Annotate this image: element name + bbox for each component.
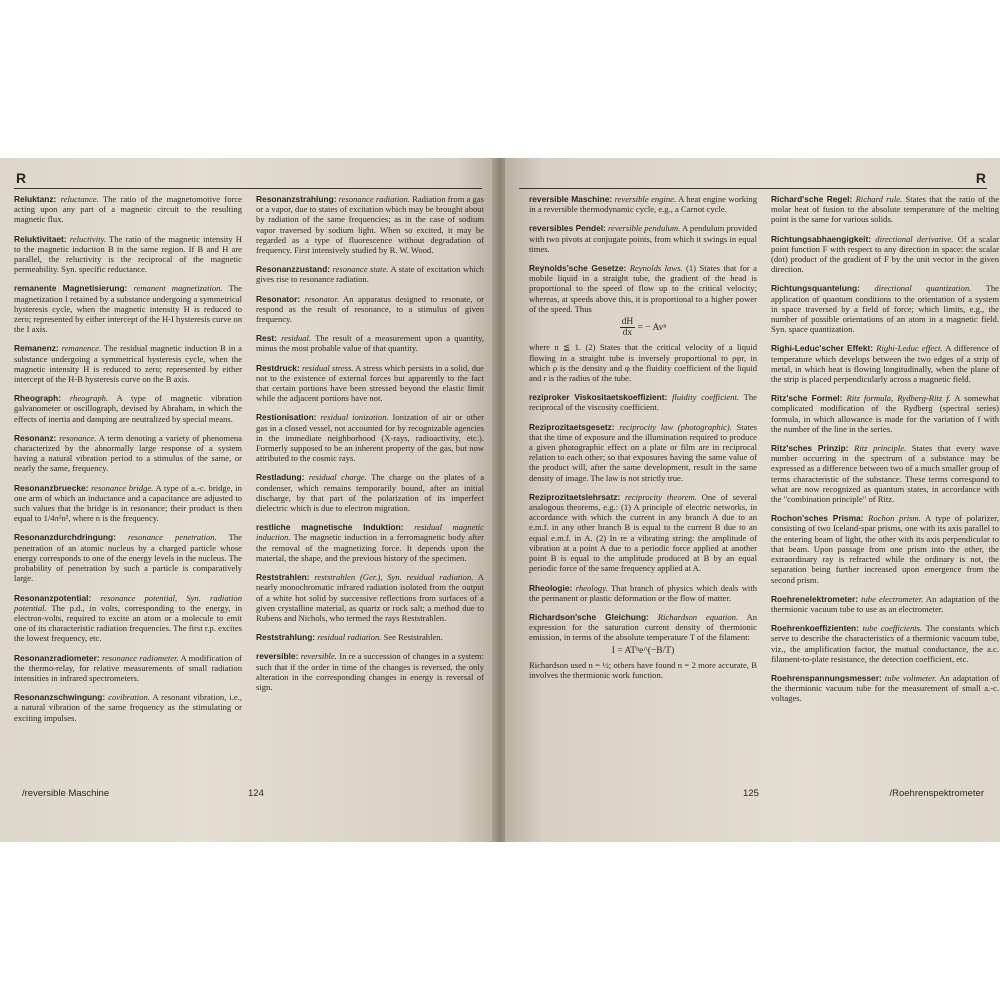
reynolds-formula <box>529 317 757 338</box>
entry-term: Reziprozitaetsgesetz: <box>529 421 615 432</box>
dictionary-entry <box>256 522 484 563</box>
entry-term: Roehrenspannungsmesser: <box>771 672 882 683</box>
entry-english: resonance state. <box>332 264 389 275</box>
entry-term: Rheograph: <box>14 393 61 404</box>
dictionary-entry <box>256 651 484 692</box>
dictionary-entry <box>14 234 242 275</box>
entry-english: directional quantization. <box>874 283 972 294</box>
dictionary-entry <box>14 692 242 723</box>
entry-english: residual charge. <box>308 472 367 483</box>
entry-definition: The result of a measurement upon a quantity, minus the most probable value of that quantity. <box>256 333 484 354</box>
entry-english: resonance bridge. <box>91 482 154 493</box>
entry-english: tube voltmeter. <box>884 672 937 683</box>
entry-term: Resonanzpotential: <box>14 592 92 603</box>
dictionary-entry <box>529 223 757 254</box>
entry-english: residual ionization. <box>320 412 389 423</box>
right-column-2 <box>771 194 999 713</box>
entry-definition: One of several analogous theorems, e.g.: (1) A principle of electric networks, in accordance with which the current in any branch A due to an e.m.f. in any other branch B is equal to the current B due to an equal e.m.f. in A. (2) In re a vibrating string: the amplitude of vibration at a point A due to a periodic force applied at another point B is equal to the amplitude produced at B by an equal periodic force of the same frequency applied at A. <box>529 491 757 574</box>
dictionary-entry <box>14 593 242 644</box>
dictionary-entry <box>771 513 999 584</box>
entry-definition: That branch of physics which deals with the permanent or plastic deformation or the flow of matter. <box>529 582 758 603</box>
dictionary-entry <box>14 433 242 474</box>
entry-definition: A state of excitation which gives rise to resonance radiation. <box>256 264 484 285</box>
dictionary-entry <box>529 194 757 214</box>
dictionary-entry <box>14 532 242 583</box>
book-spread <box>0 158 1000 842</box>
entry-definition: A pendulum provided with two pivots at conjugate points, from which it swings in equal times. <box>529 223 757 254</box>
entry-definition: The application of quantum conditions to the orientation of a system in space traversed by a field of force; which limits, e.g., the number of possible orientations of an atom in a magnetic field. Syn. space quantization. <box>771 283 999 335</box>
dictionary-entry <box>256 632 484 642</box>
entry-term: Reluktanz: <box>14 194 57 204</box>
entry-term: Roehrenelektrometer: <box>771 593 859 604</box>
formula-rhs: = − Avⁿ <box>637 322 667 333</box>
entry-term: Reziprozitaetslehrsatz: <box>529 491 621 502</box>
entry-english: reciprocity theorem. <box>625 491 697 502</box>
entry-english: resonance penetration. <box>127 532 217 543</box>
entry-term: Resonanzradiometer: <box>14 652 100 663</box>
entry-term: Restladung: <box>256 472 305 483</box>
left-column-2 <box>256 194 484 701</box>
entry-term: Restdruck: <box>256 362 300 373</box>
entry-term: Richtungsabhaengigkeit: <box>771 233 872 244</box>
dictionary-entry <box>14 483 242 524</box>
entry-definition: A type of a.-c. bridge, in one arm of which an inductance and a capacitance are adjusted to such values that the bridge is in resonance; their product is then equal to 1/4π²n², where n is the frequency. <box>14 482 242 524</box>
entry-definition: A heat engine working in a reversible thermodynamic cycle, e.g., a Carnot cycle. <box>529 194 758 215</box>
entry-continuation: Richardson used n = ½; others have found n = 2 more accurate, B involves the thermionic work function. <box>529 659 757 680</box>
entry-definition: Radiation from a gas or a vapor, due to states of excitation which may be brought about by radiation of the same frequencies; as in the case of sodium vapor traversed by sodium light. When so excited, it may be regarded as a type of fluorescence without degradation of frequency. First intensively studied by R. W. Wood. <box>256 194 484 256</box>
entry-term: Resonanzdurchdringung: <box>14 532 116 543</box>
dictionary-entry <box>256 572 484 623</box>
entry-definition: A type of magnetic vibration galvanometer or oscillograph, devised by Abraham, in which the effects of inertia and damping are neutralized by special means. <box>14 393 242 424</box>
entry-english: remanent magnetization. <box>133 283 223 294</box>
entry-term: Reynolds'sche Gesetze: <box>529 263 627 274</box>
entry-continuation: where n ≦ 1. (2) States that the critical velocity of a liquid flowing in a straight tube is inversely proportional to ρφr, in which ρ is the density and φ the fluidity coefficient of the liquid and r is the radius of the tube. <box>529 342 757 384</box>
entry-definition: The ratio of the magnetic intensity H to the magnetic induction B in the same region. If B and H are parallel, the reluctivity is the reciprocal of the magnetic permeability. Syn. specific reductance. <box>14 233 243 275</box>
entry-term: restliche magnetische Induktion: <box>256 522 404 533</box>
dictionary-entry <box>529 422 757 483</box>
entry-term: Richardson'sche Gleichung: <box>529 611 649 622</box>
dictionary-entry <box>14 343 242 384</box>
entry-term: reziproker Viskositaetskoeffizient: <box>529 392 668 403</box>
entry-english: covibration. <box>108 692 150 703</box>
entry-term: Resonanzzustand: <box>256 264 330 275</box>
entry-definition: The residual magnetic induction B in a substance undergoing a symmetrical hysteresis cycle, when the magnetic intensity H is reduced to zero; represented by either intercept of the H-B hysteresis curve on the B axis. <box>14 343 242 385</box>
dictionary-entry <box>771 623 999 664</box>
formula-denominator: dx <box>622 328 633 339</box>
dictionary-entry <box>256 412 484 463</box>
entry-english: resonator. <box>304 293 340 304</box>
entry-english: reversible pendulum. <box>608 223 681 234</box>
dictionary-entry <box>771 443 999 504</box>
entry-english: reststrahlen (Ger.), Syn. residual radiation. <box>314 572 474 583</box>
entry-term: remanente Magnetisierung: <box>14 283 128 294</box>
entry-definition: The penetration of an atomic nucleus by a charged particle whose energy corresponds to one of the energy levels in the nucleus. The probability of penetration by such a particle is comparatively large. <box>14 532 243 584</box>
entry-term: Ritz'sche Formel: <box>771 393 843 404</box>
entry-english: Ritz principle. <box>854 443 907 454</box>
dictionary-entry <box>529 583 757 603</box>
entry-definition: A type of polarizer, consisting of two Iceland-spar prisms, one with its axis parallel to the entering beam of light, the other with its axis perpendicular to that beam. Upon passage from one prism into the other, the extraordinary ray is refracted while the ordinary is not, the separation being further increased upon emergence from the second prism. <box>771 513 999 585</box>
dictionary-entry <box>256 363 484 404</box>
entry-definition: States that the ratio of the molar heat of fusion to the absolute temperature of the melting point is the same for various solids. <box>771 194 1000 225</box>
dictionary-entry <box>14 283 242 334</box>
entry-english: rheograph. <box>69 393 109 404</box>
entry-english: reversible. <box>300 651 337 662</box>
entry-english: fluidity coefficient. <box>672 392 740 403</box>
entry-definition: Ionization of air or other gas in a closed vessel, not accounted for by recognizable agencies in the immediate neighborhood (X-rays, radioactivity, etc.). Formerly supposed to be an inherent property of the gas, but now attributed to the cosmic rays. <box>256 412 484 464</box>
entry-definition: A somewhat complicated modification of the Rydberg (spectral series) formula, in which allowance is made for the variation of f with the number of the line in the series. <box>771 393 999 434</box>
entry-definition: The constants which serve to describe the characteristics of a thermionic vacuum tube, viz., the amplification factor, the mutual conductance, the a.c. filament-to-plate resistance, the detection coefficient, etc. <box>771 623 1000 664</box>
entry-definition: See Reststrahlen. <box>383 632 443 643</box>
entry-english: tube electrometer. <box>861 593 924 604</box>
entry-definition: An expression for the saturation current density of thermionic emission, in terms of the absolute temperature T of the filament: <box>529 611 757 643</box>
entry-definition: The magnetization I retained by a substance undergoing a symmetrical hysteresis cycle, when the magnetic intensity H is reduced to zero; represented by either intercept of the H-I hysteresis curve on the I axis. <box>14 283 242 335</box>
entry-english: residual stress. <box>301 362 354 373</box>
dictionary-entry <box>529 492 757 574</box>
entry-definition: The ratio of the magnetomotive force acting upon any part of a magnetic circuit to the resulting magnetic flux. <box>14 194 242 225</box>
entry-english: Richard rule. <box>855 194 903 204</box>
right-header-letter: R <box>975 170 986 186</box>
richardson-formula: I = ATⁿe^(−B/T) <box>611 645 675 656</box>
left-page <box>0 158 495 842</box>
dictionary-entry <box>529 263 757 383</box>
dictionary-entry <box>771 673 999 704</box>
entry-term: Resonanz: <box>14 432 57 443</box>
entry-definition: (1) States that for a mobile liquid in a straight tube, the gradient of the head is proportional to the speed of flow up to the critical velocity; whereas, at speeds above this, it is proportional to a higher power of the speed. Thus <box>529 263 757 314</box>
entry-english: reluctance. <box>60 194 99 204</box>
entry-english: Richardson equation. <box>657 611 739 622</box>
entry-definition: The reciprocal of the viscosity coefficient. <box>529 392 757 413</box>
entry-english: tube coefficients. <box>862 623 923 634</box>
entry-english: directional derivative. <box>875 233 954 244</box>
entry-term: reversibles Pendel: <box>529 223 606 234</box>
entry-definition: An adaptation of the thermionic vacuum tube to use as an electrometer. <box>771 593 999 614</box>
entry-english: residual magnetic induction. <box>256 522 484 543</box>
dictionary-entry <box>771 283 999 334</box>
entry-english: resonance potential, Syn. radiation potential. <box>14 592 242 613</box>
entry-term: Restionisation: <box>256 412 317 423</box>
entry-english: Rochon prism. <box>868 513 921 524</box>
entry-definition: A stress which persists in a solid, due not to the existence of external forces but apparently to the fact that certain portions have been stressed beyond the elastic limit while the adjacent portions have not. <box>256 362 484 404</box>
dictionary-entry <box>256 294 484 325</box>
left-header-rule <box>14 188 482 189</box>
entry-definition: The magnetic induction in a ferromagnetic body after the removal of the magnetizing force. It depends upon the material, the shape, and the previous history of the specimen. <box>256 532 484 563</box>
entry-definition: A difference of temperature which develops between the two edges of a strip of metal, in which heat is flowing longitudinally, when the plane of the strip is placed perpendicularly across a magnetic field. <box>771 343 999 385</box>
entry-term: Resonanzbruecke: <box>14 482 89 493</box>
dictionary-entry <box>14 393 242 424</box>
entry-definition: The charge on the plates of a condenser, which remains temporarily bound, after an initial discharge, by that part of the polarization of its imperfect dielectric which is due to electron migration. <box>256 472 485 514</box>
right-page <box>505 158 1000 842</box>
entry-english: Reynolds laws. <box>629 263 683 274</box>
dictionary-entry <box>529 612 757 680</box>
entry-term: Rochon'sches Prisma: <box>771 513 864 524</box>
entry-term: Remanenz: <box>14 343 59 354</box>
left-page-number: 124 <box>248 788 264 799</box>
entry-term: Resonanzschwingung: <box>14 692 106 703</box>
dictionary-entry <box>771 234 999 275</box>
left-header-letter: R <box>16 170 27 186</box>
entry-english: remanence. <box>61 343 102 354</box>
entry-term: Roehrenkoeffizienten: <box>771 623 859 634</box>
entry-english: rheology. <box>575 582 608 593</box>
entry-english: residual. <box>281 333 312 344</box>
entry-definition: An apparatus designed to resonate, or respond as the result of resonance, to a stimulus of given frequency. <box>256 293 484 325</box>
dictionary-entry <box>771 343 999 384</box>
entry-term: Resonanzstrahlung: <box>256 194 337 204</box>
entry-definition: A modification of the thermo-relay, for relative measurements of small radiation intensities in infrared spectrometers. <box>14 652 242 683</box>
dictionary-entry <box>256 264 484 284</box>
entry-english: reluctivity. <box>69 233 106 244</box>
entry-definition: The p.d., in volts, corresponding to the energy, in electron-volts, required to excite an atom or a molecule to emit one of its characteristic radiation frequencies. The first r.p. excites the lowest frequency, etc. <box>14 602 242 644</box>
right-footer-guide: /Roehrenspektrometer <box>889 788 984 799</box>
entry-definition: States that every wave number occurring in the spectrum of a substance may be expressed as a difference between two of a much smaller group of terms characteristic of the substance. These terms correspond to what are now recognized as quantum states, in accordance with the "combination principle" of Ritz. <box>771 443 999 505</box>
left-column-1 <box>14 194 242 732</box>
formula-numerator: dH <box>621 317 634 328</box>
entry-definition: An adaptation of the thermionic vacuum tube for the measurement of small a.-c. voltages. <box>771 672 999 704</box>
dictionary-entry <box>771 594 999 614</box>
entry-definition: A term denoting a variety of phenomena characterized by the abnormally large response of a system having a natural vibration period to a stimulus of the same, or nearly the same, frequency. <box>14 432 242 474</box>
right-header-rule <box>519 188 987 189</box>
entry-term: Richard'sche Regel: <box>771 194 853 204</box>
entry-term: Reststrahlen: <box>256 572 310 583</box>
entry-english: Ritz formula, Rydberg-Ritz f. <box>846 393 951 404</box>
right-column-1 <box>529 194 757 689</box>
entry-term: reversible Maschine: <box>529 194 613 204</box>
entry-definition: Of a scalar point function F with respect to any direction in space: the scalar (dot) product of the gradient of F by the unit vector in the given direction. <box>771 233 1000 275</box>
dictionary-entry <box>14 194 242 225</box>
entry-english: resonance radiation. <box>338 194 410 204</box>
entry-definition: A nearly monochromatic infrared radiation isolated from the output of a white hot solid by successive reflections from surfaces of a given crystalline material, as quartz or rock salt; a method due to Rubens and Nichols, who termed the rays Reststrahlen. <box>256 572 484 623</box>
entry-english: Righi-Leduc effect. <box>876 343 943 354</box>
entry-term: Rheologie: <box>529 582 573 593</box>
dictionary-entry <box>771 194 999 225</box>
entry-english: reversible engine. <box>614 194 677 204</box>
entry-english: resonance radiometer. <box>101 652 179 663</box>
entry-term: Reluktivitaet: <box>14 233 67 244</box>
dictionary-entry <box>529 392 757 412</box>
entry-term: reversible: <box>256 651 299 662</box>
entry-definition: In re a succession of changes in a system: such that if the order in time of the changes is reversed, the only alteration in the corresponding changes in energy is reversal of sign. <box>256 651 484 692</box>
entry-english: resonance. <box>59 432 97 443</box>
dictionary-entry <box>14 653 242 684</box>
entry-term: Righi-Leduc'scher Effekt: <box>771 343 874 354</box>
dictionary-entry <box>771 393 999 434</box>
entry-definition: States that the time of exposure and the illumination required to produce a given photographic effect on a plate or film are in reciprocal relation to each other; so that exposures having the same value of the product will, after the same development, result in the same density of image. The law is not strictly true. <box>529 421 757 483</box>
dictionary-entry <box>256 194 484 255</box>
entry-term: Richtungsquantelung: <box>771 283 860 294</box>
entry-definition: A resonant vibration, i.e., a natural vibration of the same frequency as the stimulating or exciting impulses. <box>14 692 242 723</box>
entry-term: Rest: <box>256 333 277 344</box>
left-footer-guide: /reversible Maschine <box>22 788 110 799</box>
dictionary-entry <box>256 472 484 513</box>
entry-term: Ritz'sches Prinzip: <box>771 443 849 454</box>
entry-term: Reststrahlung: <box>256 632 316 643</box>
dictionary-entry <box>256 333 484 353</box>
entry-english: reciprocity law (photographic). <box>619 421 732 432</box>
entry-term: Resonator: <box>256 293 301 304</box>
entry-english: residual radiation. <box>317 632 382 643</box>
right-page-number: 125 <box>743 788 759 799</box>
